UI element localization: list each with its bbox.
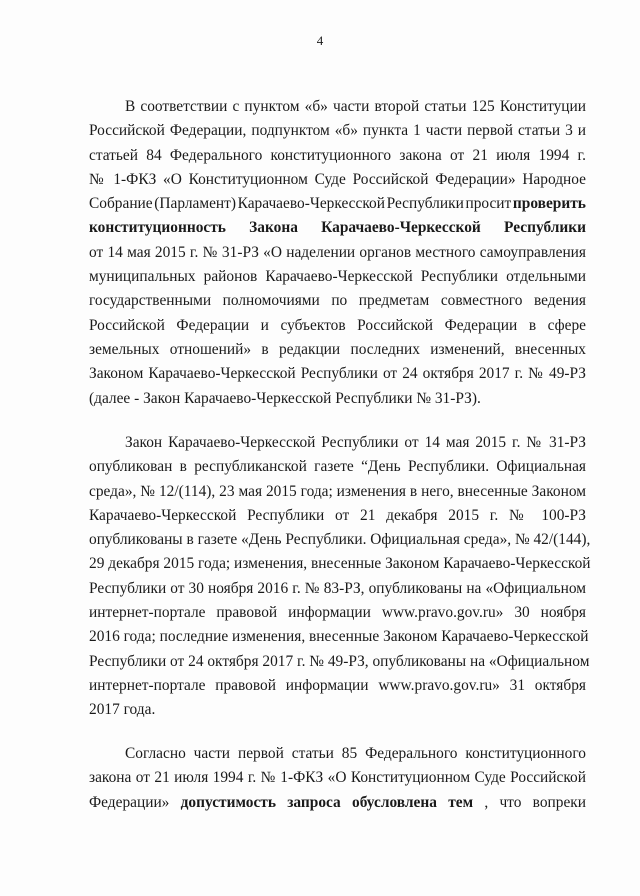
text-line: среда», № 12/(114), 23 мая 2015 года; изменения в него, внесенные Законом	[89, 482, 586, 500]
bold-word: обусловлена	[352, 793, 437, 811]
word: что	[499, 793, 522, 811]
page-number: 4	[316, 33, 324, 48]
text-line: интернет-портале правовой информации www.pravo.gov.ru» 31 октября	[89, 676, 586, 694]
text-line: опубликован в республиканской газете “День Республики. Официальная	[89, 458, 586, 476]
text-line: государственными полномочиями по предметам совместного ведения	[89, 292, 586, 310]
text-line: Российской Федерации, подпунктом «б» пункта 1 части первой статьи 3 и	[89, 122, 586, 140]
text-line: Согласно части первой статьи 85 Федерального конституционного	[125, 745, 586, 762]
text-line: закона от 21 июля 1994 г. № 1-ФКЗ «О Конституционном Суде Российской	[89, 769, 586, 787]
word: ,	[484, 793, 489, 811]
word: Республики	[386, 195, 464, 213]
text-line: Республики от 24 октября 2017 г. № 49-РЗ, опубликованы на «Официальном	[89, 652, 590, 670]
text-line: (далее - Закон Карачаево-Черкесской Республики № 31-РЗ).	[89, 389, 481, 407]
word: Собрание	[89, 195, 153, 213]
text-line: В соответствии с пунктом «б» части второй статьи 125 Конституции	[125, 98, 586, 115]
text-line: интернет-портале правовой информации www.pravo.gov.ru» 30 ноября	[89, 604, 586, 622]
word: вопреки	[532, 793, 586, 811]
text-line: Законом Карачаево-Черкесской Республики от 24 октября 2017 г. № 49-РЗ	[89, 365, 586, 383]
text-line: от 14 мая 2015 г. № 31-РЗ «О наделении органов местного самоуправления	[89, 243, 586, 261]
word: (Парламент)	[154, 195, 236, 213]
text-line: Российской Федерации и субъектов Российской Федерации в сфере	[89, 316, 586, 334]
text-line: Закон Карачаево-Черкесской Республики от 14 мая 2015 г. № 31-РЗ	[125, 434, 586, 451]
word: просит	[465, 195, 512, 213]
text-line	[89, 192, 586, 216]
bold-word: допустимость	[180, 793, 276, 811]
paragraph-admissibility	[89, 742, 586, 815]
bold-line: конституционность Закона Карачаево-Черкесской Республики	[89, 219, 586, 237]
bold-word: тем	[448, 793, 474, 811]
word: Карачаево-Черкесской	[237, 195, 385, 213]
text-line	[89, 791, 586, 815]
text-line: муниципальных районов Карачаево-Черкесской Республики отдельными	[89, 268, 586, 286]
text-line: 29 декабря 2015 года; изменения, внесенные Законом Карачаево-Черкесской	[89, 555, 591, 573]
text-line: Карачаево-Черкесской Республики от 21 декабря 2015 г. № 100-РЗ	[89, 506, 586, 524]
paragraph-request	[89, 95, 586, 411]
text-line: 2016 года; последние изменения, внесенные Законом Карачаево-Черкесской	[89, 628, 589, 646]
text-line: Республики от 30 ноября 2016 г. № 83-РЗ, опубликованы на «Официальном	[89, 579, 586, 597]
text-line: опубликованы в газете «День Республики. Официальная среда», № 42/(144),	[89, 531, 591, 549]
text-line: № 1-ФКЗ «О Конституционном Суде Российской Федерации» Народное	[89, 170, 586, 188]
paragraph-publication	[89, 431, 591, 723]
text-line: земельных отношений» в редакции последних изменений, внесенных	[89, 340, 586, 358]
word: Федерации»	[89, 793, 170, 811]
text-line: 2017 года.	[89, 701, 156, 719]
bold-word: запроса	[287, 793, 341, 811]
bold-word: проверить	[512, 195, 586, 213]
text-line: статьей 84 Федерального конституционного закона от 21 июля 1994 г.	[89, 146, 586, 164]
